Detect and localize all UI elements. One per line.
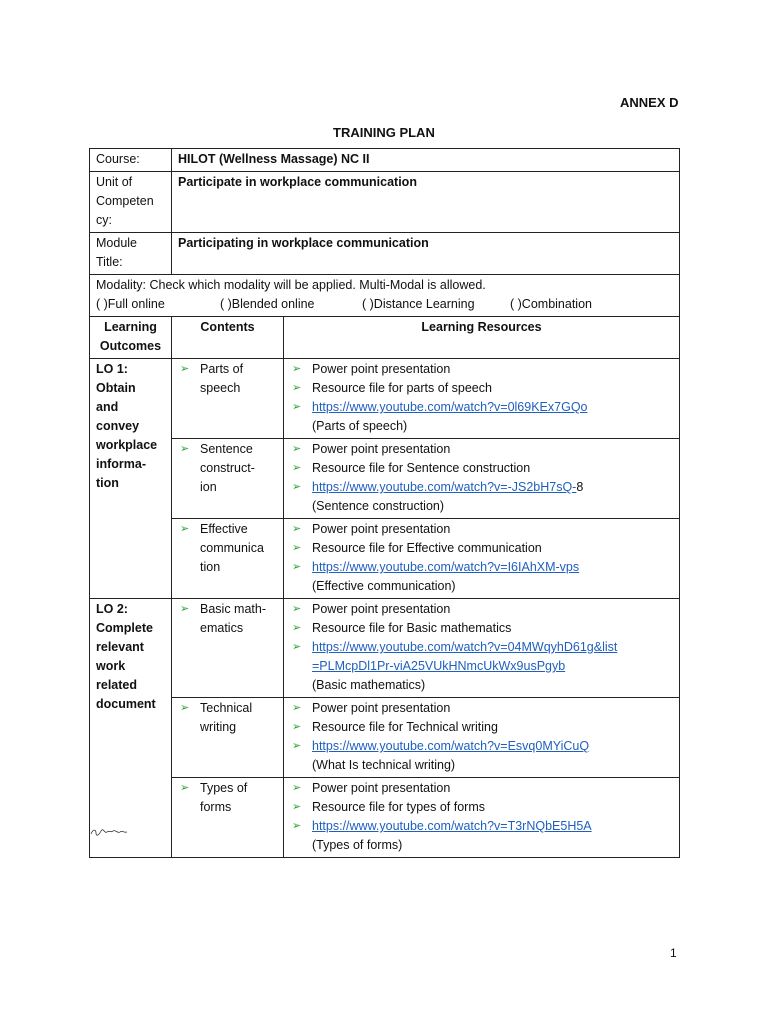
content-line: forms bbox=[200, 800, 232, 814]
arrow-bullet-icon: ➢ bbox=[292, 622, 302, 634]
header-contents: Contents bbox=[172, 317, 284, 359]
arrow-bullet-icon: ➢ bbox=[180, 363, 190, 375]
content-line: Parts of bbox=[200, 362, 244, 376]
arrow-bullet-icon: ➢ bbox=[292, 820, 302, 832]
resource-caption: (Sentence construction) bbox=[312, 499, 445, 513]
video-link[interactable]: https://www.youtube.com/watch?v=T3rNQbE5H5A bbox=[312, 819, 592, 833]
arrow-bullet-icon: ➢ bbox=[292, 401, 302, 413]
table-row bbox=[90, 599, 680, 698]
header-learning-resources: Learning Resources bbox=[284, 317, 680, 359]
list-item bbox=[290, 558, 673, 577]
list-item bbox=[290, 699, 673, 718]
resource-text: Resource file for Effective communication bbox=[312, 541, 542, 555]
lo-line: related bbox=[96, 678, 137, 692]
option-combination[interactable]: ( )Combination bbox=[510, 297, 592, 311]
list-item bbox=[290, 600, 673, 619]
resources-cell bbox=[284, 439, 680, 519]
unit-label-line: Competen bbox=[96, 194, 154, 208]
video-link[interactable]: https://www.youtube.com/watch?v=Esvq0MYiCuQ bbox=[312, 739, 590, 753]
content-line: Sentence bbox=[200, 442, 253, 456]
annex-label: ANNEX D bbox=[620, 95, 679, 110]
lo-line: and bbox=[96, 400, 119, 414]
lo-line: Obtain bbox=[96, 381, 136, 395]
video-link[interactable]: https://www.youtube.com/watch?v=-JS2bH7sQ- bbox=[312, 480, 577, 494]
table-row bbox=[90, 439, 680, 519]
unit-row bbox=[90, 172, 680, 233]
content-line: Technical bbox=[200, 701, 253, 715]
resource-caption: (What Is technical writing) bbox=[312, 758, 456, 772]
resource-text: Resource file for types of forms bbox=[312, 800, 485, 814]
option-blended-online[interactable]: ( )Blended online bbox=[220, 297, 315, 311]
lo-line: convey bbox=[96, 419, 140, 433]
arrow-bullet-icon: ➢ bbox=[292, 740, 302, 752]
video-link-continuation[interactable]: =PLMcpDl1Pr-viA25VUkHNmcUkWx9usPgyb bbox=[312, 659, 566, 673]
arrow-bullet-icon: ➢ bbox=[180, 702, 190, 714]
resource-text: Resource file for Basic mathematics bbox=[312, 621, 512, 635]
list-item bbox=[290, 779, 673, 798]
resource-text: Power point presentation bbox=[312, 781, 451, 795]
course-label: Course: bbox=[90, 149, 172, 172]
list-item bbox=[290, 817, 673, 836]
resource-caption: (Parts of speech) bbox=[312, 419, 408, 433]
arrow-bullet-icon: ➢ bbox=[292, 382, 302, 394]
list-item bbox=[290, 638, 673, 657]
arrow-bullet-icon: ➢ bbox=[292, 561, 302, 573]
header-learning-outcomes bbox=[90, 317, 172, 359]
resource-caption: (Basic mathematics) bbox=[312, 678, 426, 692]
content-cell bbox=[172, 698, 284, 778]
arrow-bullet-icon: ➢ bbox=[292, 721, 302, 733]
list-item bbox=[290, 440, 673, 459]
content-cell bbox=[172, 519, 284, 599]
resource-text: Power point presentation bbox=[312, 442, 451, 456]
table-row bbox=[90, 519, 680, 599]
list-item bbox=[178, 440, 277, 497]
unit-label-line: Unit of bbox=[96, 175, 133, 189]
resource-caption: (Effective communication) bbox=[312, 579, 456, 593]
list-item bbox=[178, 699, 277, 737]
lo-line: informa- bbox=[96, 457, 146, 471]
option-full-online[interactable]: ( )Full online bbox=[96, 297, 165, 311]
modality-cell bbox=[90, 275, 680, 317]
arrow-bullet-icon: ➢ bbox=[292, 523, 302, 535]
module-label-line: Module bbox=[96, 236, 137, 250]
unit-label-line: cy: bbox=[96, 213, 112, 227]
page-title: TRAINING PLAN bbox=[333, 125, 435, 140]
arrow-bullet-icon: ➢ bbox=[292, 462, 302, 474]
arrow-bullet-icon: ➢ bbox=[180, 603, 190, 615]
content-line: communica bbox=[200, 541, 264, 555]
column-header-row bbox=[90, 317, 680, 359]
list-item bbox=[178, 600, 277, 638]
list-item bbox=[290, 798, 673, 817]
content-line: ion bbox=[200, 480, 217, 494]
header-line: Outcomes bbox=[99, 339, 162, 353]
resource-text: Power point presentation bbox=[312, 522, 451, 536]
content-line: speech bbox=[200, 381, 241, 395]
resources-cell bbox=[284, 359, 680, 439]
content-cell bbox=[172, 599, 284, 698]
resources-cell bbox=[284, 778, 680, 858]
content-cell bbox=[172, 778, 284, 858]
lo-line: LO 1: bbox=[96, 362, 128, 376]
modality-instruction: Modality: Check which modality will be applied. Multi-Modal is allowed. bbox=[96, 278, 486, 292]
module-label-line: Title: bbox=[96, 255, 123, 269]
table-row bbox=[90, 698, 680, 778]
option-distance-learning[interactable]: ( )Distance Learning bbox=[362, 297, 475, 311]
modality-options bbox=[96, 295, 673, 314]
resource-text: Resource file for Sentence construction bbox=[312, 461, 531, 475]
arrow-bullet-icon: ➢ bbox=[180, 782, 190, 794]
lo1-cell bbox=[90, 359, 172, 599]
page-number: 1 bbox=[670, 946, 677, 960]
arrow-bullet-icon: ➢ bbox=[180, 443, 190, 455]
lo-line: document bbox=[96, 697, 156, 711]
resources-cell bbox=[284, 698, 680, 778]
arrow-bullet-icon: ➢ bbox=[292, 363, 302, 375]
arrow-bullet-icon: ➢ bbox=[292, 782, 302, 794]
header-line: Learning bbox=[104, 320, 157, 334]
lo-line: work bbox=[96, 659, 126, 673]
content-line: Effective bbox=[200, 522, 248, 536]
video-link[interactable]: https://www.youtube.com/watch?v=0l69KEx7GQo bbox=[312, 400, 588, 414]
resource-text: Power point presentation bbox=[312, 362, 451, 376]
lo-line: LO 2: bbox=[96, 602, 128, 616]
list-item bbox=[178, 360, 277, 398]
unit-label bbox=[90, 172, 172, 233]
list-item bbox=[290, 379, 673, 398]
module-row bbox=[90, 233, 680, 275]
module-value: Participating in workplace communication bbox=[172, 233, 680, 275]
list-item bbox=[290, 520, 673, 539]
list-item bbox=[290, 360, 673, 379]
arrow-bullet-icon: ➢ bbox=[292, 603, 302, 615]
list-item bbox=[290, 459, 673, 478]
module-label bbox=[90, 233, 172, 275]
video-link[interactable]: https://www.youtube.com/watch?v=I6IAhXM-vps bbox=[312, 560, 580, 574]
arrow-bullet-icon: ➢ bbox=[292, 443, 302, 455]
list-item bbox=[290, 539, 673, 558]
table-row bbox=[90, 778, 680, 858]
list-item bbox=[290, 718, 673, 737]
content-cell bbox=[172, 439, 284, 519]
arrow-bullet-icon: ➢ bbox=[292, 481, 302, 493]
content-cell bbox=[172, 359, 284, 439]
resources-cell bbox=[284, 599, 680, 698]
video-link[interactable]: https://www.youtube.com/watch?v=04MWqyhD61g&list bbox=[312, 640, 618, 654]
content-line: construct- bbox=[200, 461, 255, 475]
list-item bbox=[178, 779, 277, 817]
list-item bbox=[290, 737, 673, 756]
signature-mark bbox=[90, 828, 128, 838]
resource-text: Power point presentation bbox=[312, 701, 451, 715]
resource-text: Resource file for Technical writing bbox=[312, 720, 498, 734]
course-value: HILOT (Wellness Massage) NC II bbox=[172, 149, 680, 172]
lo-line: relevant bbox=[96, 640, 144, 654]
resource-caption: (Types of forms) bbox=[312, 838, 403, 852]
lo-line: tion bbox=[96, 476, 119, 490]
content-line: writing bbox=[200, 720, 237, 734]
training-plan-table bbox=[89, 148, 680, 858]
arrow-bullet-icon: ➢ bbox=[292, 641, 302, 653]
table-row bbox=[90, 359, 680, 439]
lo-line: Complete bbox=[96, 621, 153, 635]
course-row bbox=[90, 149, 680, 172]
unit-value: Participate in workplace communication bbox=[172, 172, 680, 233]
content-line: Types of bbox=[200, 781, 248, 795]
list-item bbox=[290, 398, 673, 417]
resource-text: Power point presentation bbox=[312, 602, 451, 616]
list-item bbox=[290, 478, 673, 497]
resource-text: Resource file for parts of speech bbox=[312, 381, 492, 395]
content-line: Basic math- bbox=[200, 602, 266, 616]
content-line: ematics bbox=[200, 621, 244, 635]
lo2-cell bbox=[90, 599, 172, 858]
lo-line: workplace bbox=[96, 438, 158, 452]
link-suffix: 8 bbox=[576, 480, 584, 494]
list-item bbox=[178, 520, 277, 577]
arrow-bullet-icon: ➢ bbox=[292, 801, 302, 813]
resources-cell bbox=[284, 519, 680, 599]
list-item bbox=[290, 619, 673, 638]
arrow-bullet-icon: ➢ bbox=[292, 542, 302, 554]
arrow-bullet-icon: ➢ bbox=[180, 523, 190, 535]
arrow-bullet-icon: ➢ bbox=[292, 702, 302, 714]
modality-row bbox=[90, 275, 680, 317]
signature-scribble-icon bbox=[90, 828, 128, 836]
content-line: tion bbox=[200, 560, 221, 574]
